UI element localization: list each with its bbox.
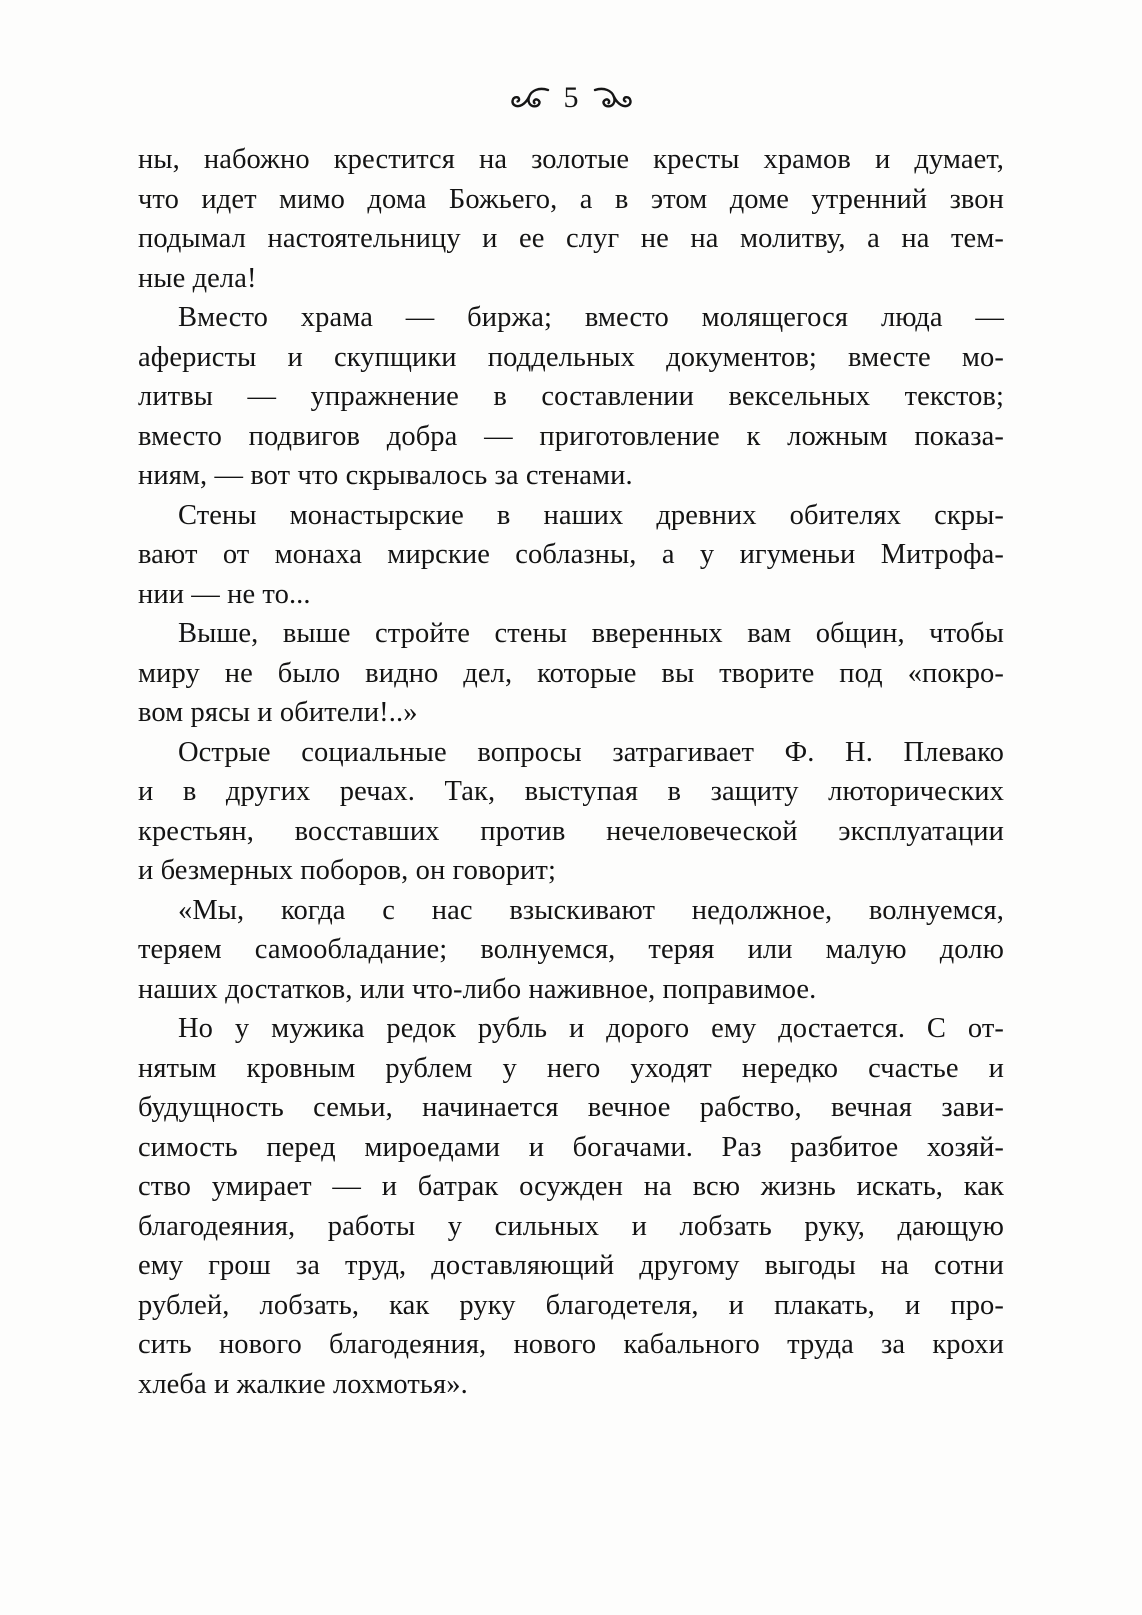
text-line: будущность семьи, начинается вечное рабство, вечная зави- <box>138 1092 1004 1123</box>
page-body-text <box>138 140 1004 1404</box>
paragraph <box>138 140 1004 298</box>
text-line: ниям, — вот что скрывалось за стенами. <box>138 460 633 491</box>
text-line: рублей, лобзать, как руку благодетеля, и плакать, и про- <box>138 1289 1004 1321</box>
text-line: и в других речах. Так, выступая в защиту люторических <box>138 776 1004 807</box>
text-line: что идет мимо дома Божьего, а в этом доме утренний звон <box>138 183 1004 215</box>
page-header <box>0 82 1142 114</box>
text-line: ему грош за труд, доставляющий другому выгоды на сотни <box>138 1250 1004 1281</box>
text-line: аферисты и скупщики поддельных документов; вместе мо- <box>138 341 1004 373</box>
text-line: Выше, выше стройте стены вверенных вам общин, чтобы <box>178 618 1004 649</box>
text-line: миру не было видно дел, которые вы творите под «покро- <box>138 657 1004 689</box>
text-line: Стены монастырские в наших древних обителях скры- <box>178 499 1004 531</box>
text-line: нии — не то... <box>138 578 311 610</box>
text-line: теряем самообладание; волнуемся, теряя или малую долю <box>138 934 1004 965</box>
text-line: вом рясы и обители!..» <box>138 697 418 728</box>
text-line: Острые социальные вопросы затрагивает Ф. Н. Плевако <box>178 736 1004 768</box>
text-line: нятым кровным рублем у него уходят нередко счастье и <box>138 1052 1004 1084</box>
text-line: и безмерных поборов, он говорит; <box>138 855 556 886</box>
text-line: вают от монаха мирские соблазны, а у игуменьи Митрофа- <box>138 539 1004 570</box>
paragraph <box>138 1009 1004 1404</box>
fleuron-right-icon <box>592 86 632 110</box>
text-line: ство умирает — и батрак осужден на всю жизнь искать, как <box>138 1171 1004 1202</box>
text-line: ны, набожно крестится на золотые кресты храмов и думает, <box>138 144 1004 175</box>
text-line: сить нового благодеяния, нового кабального труда за крохи <box>138 1329 1004 1360</box>
text-line: крестьян, восставших против нечеловеческой эксплуатации <box>138 815 1004 847</box>
text-line: благодеяния, работы у сильных и лобзать руку, дающую <box>138 1210 1004 1242</box>
paragraph <box>138 496 1004 615</box>
text-line: «Мы, когда с нас взыскивают недолжное, волнуемся, <box>178 894 1004 926</box>
text-line: Вместо храма — биржа; вместо молящегося люда — <box>178 302 1004 333</box>
text-line: хлеба и жалкие лохмотья». <box>138 1368 468 1400</box>
paragraph <box>138 614 1004 733</box>
paragraph <box>138 891 1004 1010</box>
text-line: ные дела! <box>138 262 257 294</box>
paragraph <box>138 733 1004 891</box>
page-number: 5 <box>563 81 579 114</box>
fleuron-left-icon <box>511 86 551 110</box>
paragraph <box>138 298 1004 496</box>
text-line: наших достатков, или что-либо наживное, поправимое. <box>138 973 817 1005</box>
text-line: симость перед мироедами и богачами. Раз разбитое хозяй- <box>138 1131 1004 1163</box>
text-line: вместо подвигов добра — приготовление к ложным показа- <box>138 420 1004 452</box>
text-line: литвы — упражнение в составлении вексельных текстов; <box>138 381 1004 412</box>
text-line: Но у мужика редок рубль и дорого ему достается. С от- <box>178 1013 1004 1044</box>
text-line: подымал настоятельницу и ее слуг не на молитву, а на тем- <box>138 223 1004 254</box>
